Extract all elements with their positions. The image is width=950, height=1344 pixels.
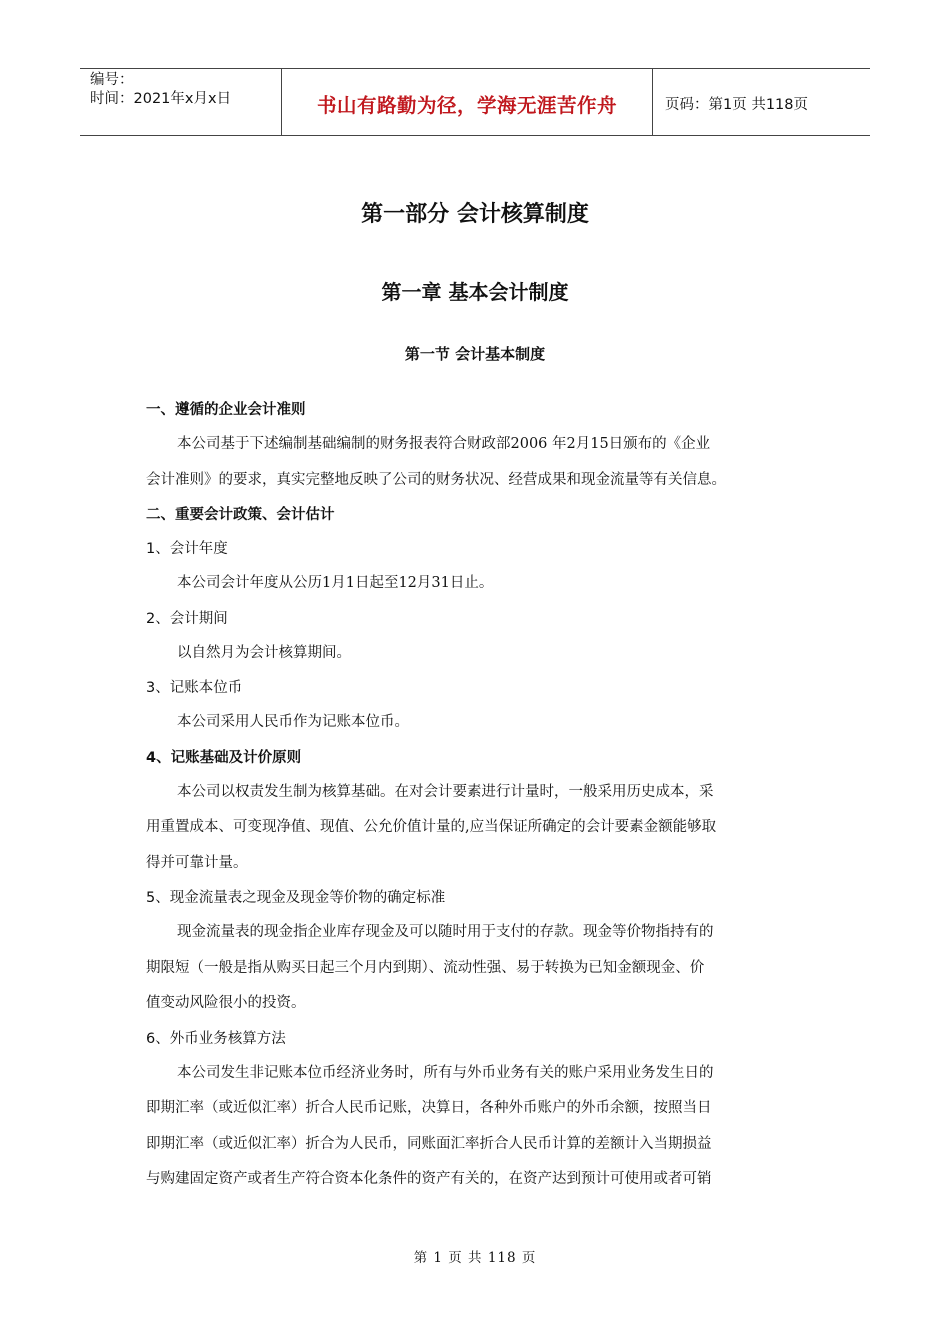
paragraph-line: 本公司以权责发生制为核算基础。在对会计要素进行计量时，一般采用历史成本，采: [177, 783, 714, 800]
block-heading: 二、重要会计政策、会计估计: [146, 507, 335, 523]
block-paragraph: [146, 915, 806, 1022]
paragraph-line: 本公司会计年度从公历1月1日起至12月31日止。: [177, 575, 494, 591]
block-paragraph: [146, 636, 806, 672]
paragraph-line: 与购建固定资产或者生产符合资本化条件的资产有关的，在资产达到预计可使用或者可销: [146, 1171, 712, 1187]
paragraph-line: 本公司基于下述编制基础编制的财务报表符合财政部2006 年2月15日颁布的《企业: [177, 436, 711, 452]
paragraph-line: 即期汇率（或近似汇率）折合人民币记账，决算日，各种外币账户的外币余额，按照当日: [146, 1100, 712, 1116]
paragraph-line: 现金流量表的现金指企业库存现金及可以随时用于支付的存款。现金等价物指持有的: [177, 924, 714, 940]
header-meta: [80, 69, 281, 135]
paragraph-line: 本公司采用人民币作为记账本位币。: [177, 714, 409, 730]
paragraph-line: 期限短（一般是指从购买日起三个月内到期）、流动性强、易于转换为已知金额现金、价: [146, 959, 705, 976]
paragraph-line: 值变动风险很小的投资。: [146, 995, 306, 1011]
block-heading: 6、外币业务核算方法: [146, 1030, 286, 1047]
paragraph-line: 以自然月为会计核算期间。: [177, 644, 351, 661]
paragraph-line: 用重置成本、可变现净值、现值、公允价值计量的,应当保证所确定的会计要素金额能够取: [146, 819, 717, 835]
block-heading: 3、记账本位币: [146, 680, 243, 696]
header-page-info: 页码：第1页 共118页: [665, 96, 809, 113]
page-header: [80, 68, 870, 136]
section-title: 第一节 会计基本制度: [404, 345, 546, 363]
paragraph-line: 得并可靠计量。: [146, 854, 248, 871]
block-heading: 5、现金流量表之现金及现金等价物的确定标准: [146, 890, 446, 906]
block-paragraph: [146, 1056, 806, 1198]
block-paragraph: [146, 775, 806, 882]
document-number-label: 编号：: [90, 72, 134, 88]
block-heading: 2、会计期间: [146, 610, 228, 627]
document-time-label: 时间：2021年x月x日: [90, 91, 232, 107]
block-heading: 1、会计年度: [146, 541, 228, 557]
paragraph-line: 本公司发生非记账本位币经济业务时，所有与外币业务有关的账户采用业务发生日的: [177, 1064, 714, 1081]
chapter-title: 第一章 基本会计制度: [381, 280, 569, 304]
part-title: 第一部分 会计核算制度: [361, 202, 589, 227]
block-paragraph: [146, 705, 806, 741]
page-footer: 第 1 页 共 118 页: [413, 1250, 537, 1266]
paragraph-line: 即期汇率（或近似汇率）折合为人民币，同账面汇率折合人民币计算的差额计入当期损益: [146, 1135, 712, 1152]
block-paragraph: [146, 566, 806, 602]
block-heading: 一、遵循的企业会计准则: [146, 402, 306, 418]
block-heading: 4、记账基础及计价原则: [146, 749, 302, 766]
document-body: [146, 393, 806, 1198]
paragraph-line: 会计准则》的要求，真实完整地反映了公司的财务状况、经营成果和现金流量等有关信息。: [146, 471, 726, 488]
header-motto: 书山有路勤为径，学海无涯苦作舟: [281, 69, 653, 135]
block-paragraph: [146, 427, 806, 498]
